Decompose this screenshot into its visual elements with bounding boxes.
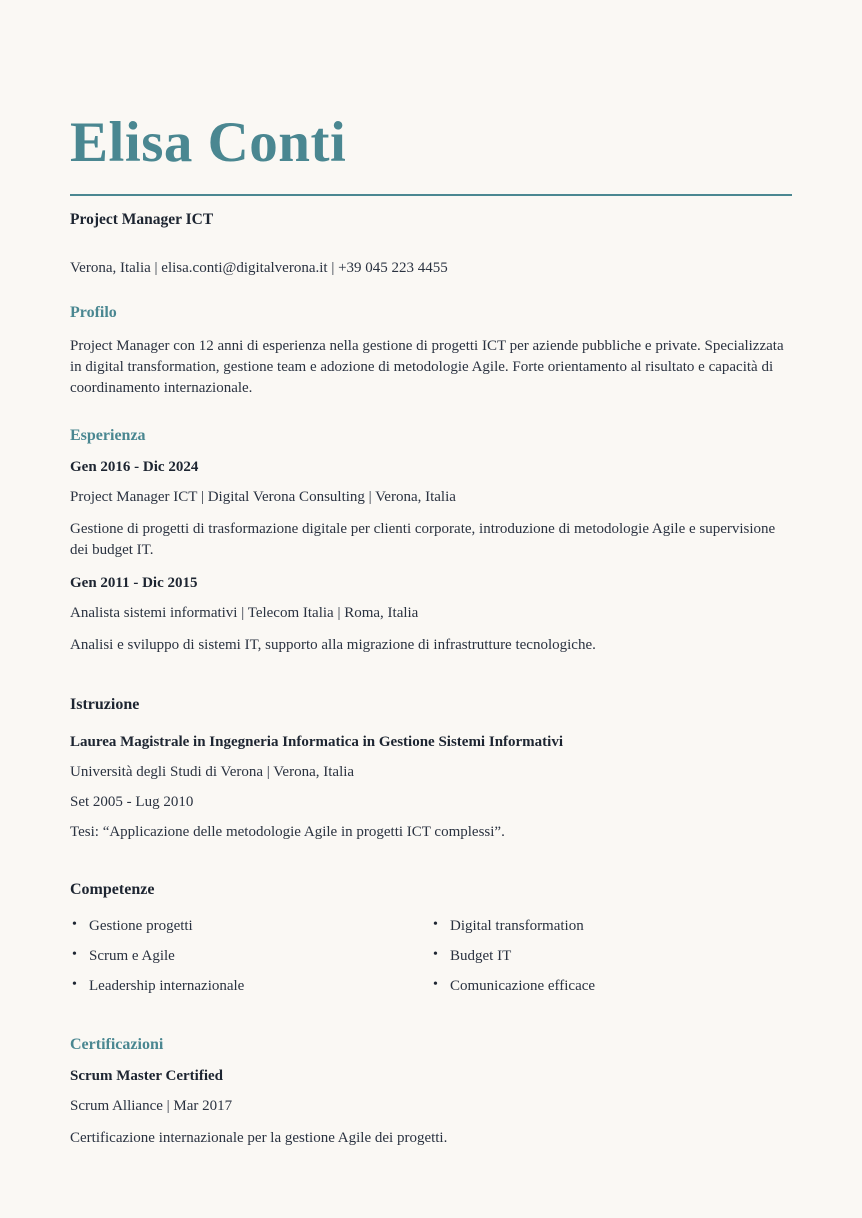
experience-heading: Esperienza <box>70 426 146 444</box>
certifications-heading: Certificazioni <box>70 1036 164 1054</box>
education-heading: Istruzione <box>70 696 140 714</box>
skill-item: • Scrum e Agile <box>70 949 431 964</box>
experience-description: Analisi e sviluppo di sistemi IT, supporto alla migrazione di infrastrutture tecnologiche. <box>70 637 596 654</box>
skills-column-left <box>70 919 431 1009</box>
job-title: Project Manager ICT <box>70 210 214 228</box>
section-education <box>70 696 792 841</box>
certification-issuer-line: Scrum Alliance | Mar 2017 <box>70 1098 233 1115</box>
section-skills <box>70 881 792 1009</box>
certification-description: Certificazione internazionale per la gestione Agile dei progetti. <box>70 1130 448 1147</box>
education-dates: Set 2005 - Lug 2010 <box>70 794 194 811</box>
profile-text: Project Manager con 12 anni di esperienza nella gestione di progetti ICT per aziende pubbliche e private. Specializzata in digital transformation, gestione team e adozione di metodologie Agile. Forte orientamento al risultato e capacità di coordinamento internazionale. <box>70 337 784 397</box>
experience-dates: Gen 2016 - Dic 2024 <box>70 458 199 475</box>
page-title: Elisa Conti <box>70 111 347 174</box>
certification-name: Scrum Master Certified <box>70 1068 224 1085</box>
education-school-line: Università degli Studi di Verona | Verona, Italia <box>70 764 355 781</box>
profile-heading: Profilo <box>70 303 117 321</box>
section-certifications <box>70 1036 792 1149</box>
section-profile <box>70 304 792 400</box>
experience-entry <box>70 575 792 656</box>
skill-item: • Gestione progetti <box>70 919 431 934</box>
skill-item: • Comunicazione efficace <box>431 979 792 994</box>
experience-description: Gestione di progetti di trasformazione digitale per clienti corporate, introduzione di metodologie Agile e supervisione dei budget IT. <box>70 520 776 558</box>
contact-line: Verona, Italia | elisa.conti@digitalverona.it | +39 045 223 4455 <box>70 259 448 276</box>
education-thesis: Tesi: “Applicazione delle metodologie Agile in progetti ICT complessi”. <box>70 824 505 841</box>
experience-dates: Gen 2011 - Dic 2015 <box>70 575 198 592</box>
header-divider <box>70 194 792 196</box>
experience-role-line: Analista sistemi informativi | Telecom Italia | Roma, Italia <box>70 605 419 622</box>
section-experience <box>70 427 792 657</box>
education-degree: Laurea Magistrale in Ingegneria Informatica in Gestione Sistemi Informativi <box>70 734 564 751</box>
skills-columns <box>70 919 792 1009</box>
skills-heading: Competenze <box>70 881 155 899</box>
experience-role-line: Project Manager ICT | Digital Verona Consulting | Verona, Italia <box>70 488 456 505</box>
skills-column-right <box>431 919 792 1009</box>
experience-entry <box>70 459 792 562</box>
skill-item: • Leadership internazionale <box>70 979 431 994</box>
skill-item: • Budget IT <box>431 949 792 964</box>
skill-item: • Digital transformation <box>431 919 792 934</box>
